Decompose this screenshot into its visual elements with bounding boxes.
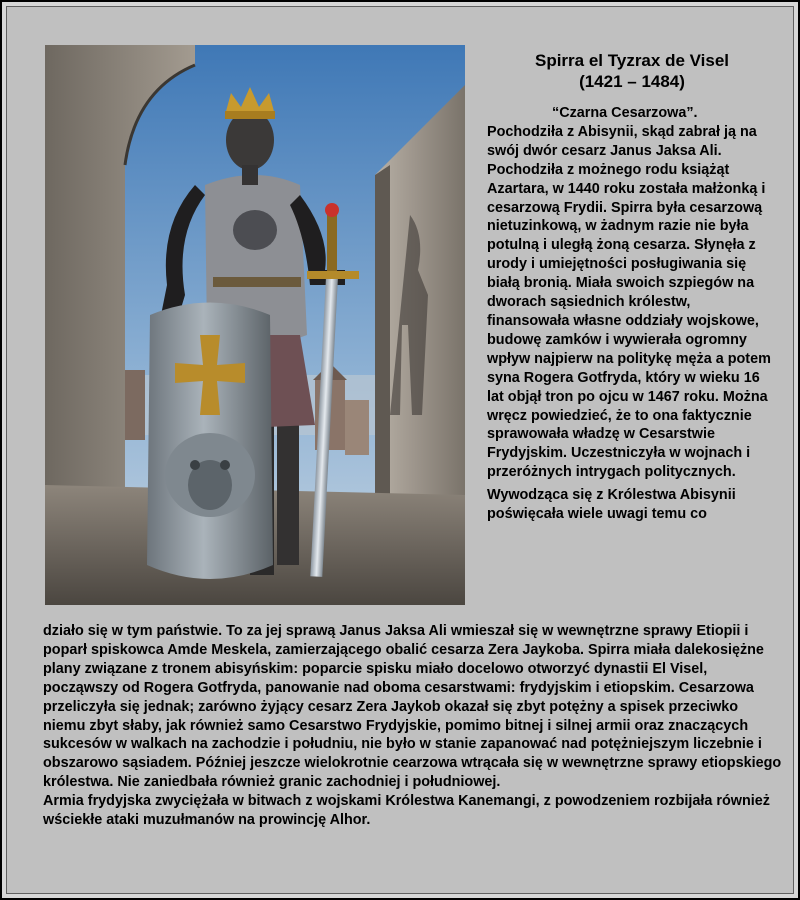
empress-illustration: [45, 45, 465, 605]
biography-title: [487, 50, 777, 92]
biography-paragraph-2-rest: działo się w tym państwie. To za jej sprawą Janus Jaksa Ali wmieszał się w wewnętrzne sprawy Etiopii i poparł spiskowca Amde Meskela, zamierzającego obalić cesarza Zera Jaykoba. Spirra miała dalekosiężne plany związane z tronem abisyńskim: poparcie spisku miało docelowo otworzyć dynastii El Visel, począwszy od Rogera Gotfryda, panowanie nad oboma cesarstwami: frydyjskim i etiopskim. Cesarzowa przeliczyła się jednak; zarówno żyjący cesarz Zera Jaykob okazał się zbyt potężny a spisek przeciwko niemu zbyt słaby, jak również samo Cesarstwo Frydyjskie, pomimo bitnej i silnej armii oraz znaczących sukcesów w walkach na zachodzie i południu, nie było w stanie zapanować nad potężniejszym liczebnie i obszarowo sąsiadem. Później jeszcze wielokrotnie cearzowa wtrącała się w wewnętrzne sprawy etiopskiego królestwa. Nie zaniedbała również granic zachodniej i południowej.: [43, 623, 782, 791]
biography-column: [487, 104, 772, 524]
biography-continuation: [43, 622, 783, 830]
person-name: Spirra el Tyzrax de Visel: [534, 51, 730, 70]
life-years: (1421 – 1484): [579, 72, 685, 91]
shield-with-lion: [147, 303, 273, 580]
biography-paragraph-3: Armia frydyjska zwyciężała w bitwach z wojskami Królestwa Kanemangi, z powodzeniem rozbijała również wściekłe ataki muzułmanów na prowincję Alhor.: [43, 793, 770, 829]
biography-paragraph-2-start: Wywodząca się z Królestwa Abisynii poświęcała wiele uwagi temu co: [487, 487, 736, 523]
biography-paragraph-1: “Czarna Cesarzowa”. Pochodziła z Abisynii, skąd zabrał ją na swój dwór cesarz Janus Jaksa Ali. Pochodziła z możnego rodu książąt Azartara, w 1440 roku została małżonką i cesarzową Frydii. Spirra była cesarzową nietuzinkową, w żadnym razie nie była potulną i uległą żoną cesarza. Słynęła z urody i umiejętności posługiwania się białą bronią. Miała swoich szpiegów na dworach sąsiednich królestw, finansowała własne oddziały wojskowe, budowę zamków i wywierała ogromny wpływ najpierw na politykę męża a potem syna Rogera Gotfryda, który w wieku 16 lat objął tron po ojcu w 1467 roku. Można wręcz powiedzieć, że to ona faktycznie sprawowała władzę w Cesarstwie Frydyjskim. Uczestniczyła w wojnach i przeróżnych intrygach politycznych.: [487, 105, 771, 481]
